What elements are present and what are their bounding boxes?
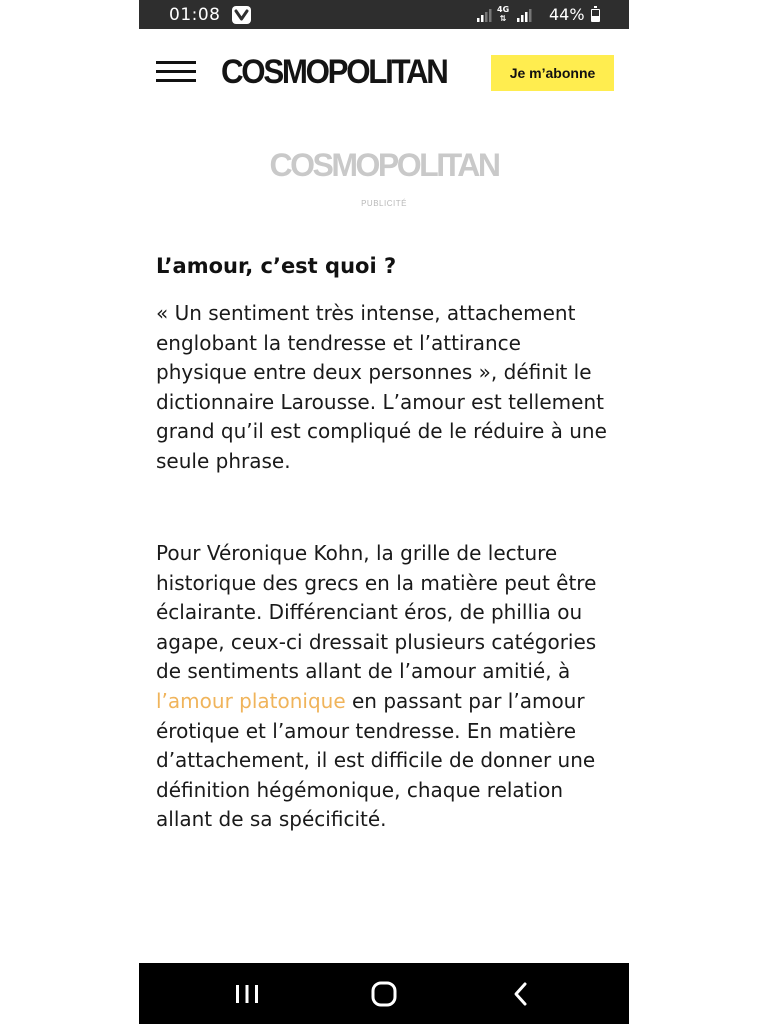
recent-apps-icon[interactable] [212,963,282,1024]
paragraph-text: en passant par l’amour érotique et l’amour tendresse. En matière d’attachement, il est difficile de donner une définition hégémonique, chaque relation allant de sa spécificité. [156,688,596,832]
article-paragraph [156,539,611,835]
paragraph-text: Pour Véronique Kohn, la grille de lecture historique des grecs en la matière peut être éclairante. Différenciant éros, de phillia ou agape, ceux-ci dressait plusieurs catégories de sentiments allant de l’amour amitié, à [156,541,597,684]
phone-screen [139,0,629,1024]
status-bar [139,0,629,29]
status-time: 01:08 [169,5,221,25]
battery-percent: 44% [549,5,585,24]
network-label: 4G [497,5,510,14]
battery-icon [591,9,600,22]
navigation-bar [139,963,629,1024]
ad-label: PUBLICITÉ [361,199,407,208]
signal-icon [477,8,493,22]
signal-icon [517,8,533,22]
back-icon[interactable] [486,963,556,1024]
v-check-icon [232,6,251,24]
network-type: 4G ⇅ [497,5,510,23]
hamburger-menu-icon[interactable] [156,61,196,83]
article-heading: L’amour, c’est quoi ? [156,254,397,278]
home-icon[interactable] [349,963,419,1024]
article-paragraph: « Un sentiment très intense, attachement englobant la tendresse et l’attirance physique entre deux personnes », définit le dictionnaire Larousse. L’amour est tellement grand qu’il est compliqué de le réduire à une seule phrase. [156,301,607,473]
subscribe-button[interactable]: Je m’abonne [491,55,614,91]
platonic-love-link[interactable]: l’amour platonique [156,688,346,713]
ad-logo[interactable]: COSMOPOLITAN [269,147,499,183]
site-logo[interactable]: COSMOPOLITAN [221,53,447,91]
